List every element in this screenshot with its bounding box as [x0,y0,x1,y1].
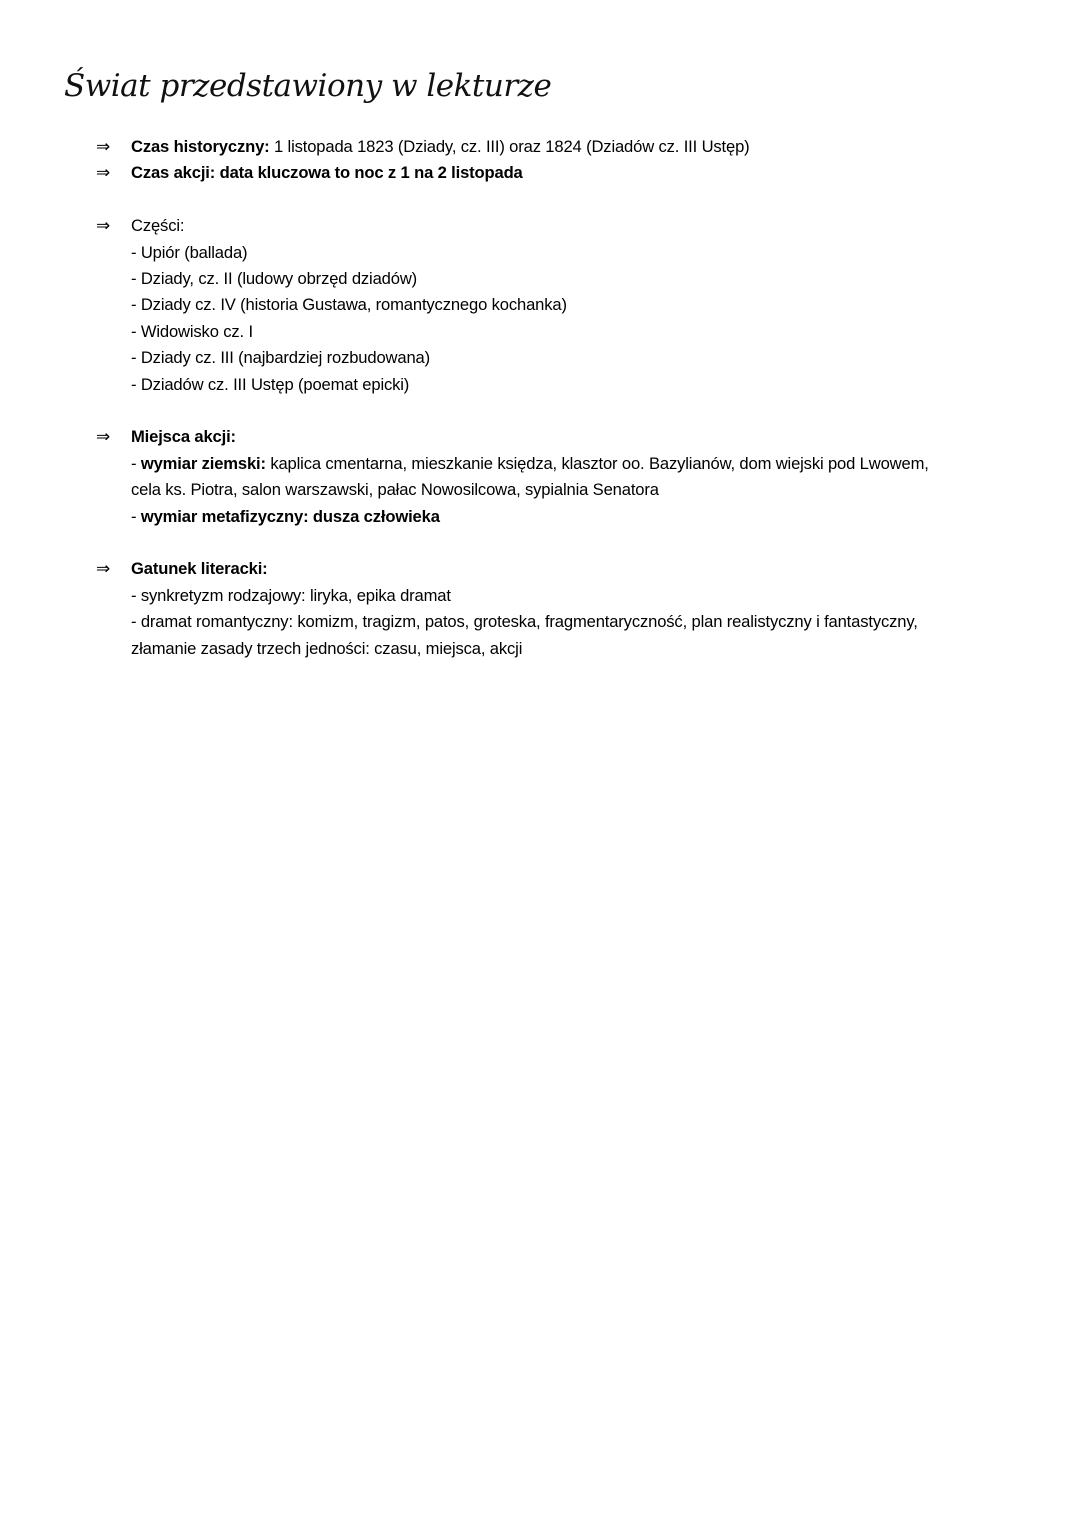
dash: - [131,506,141,526]
double-arrow-icon: ⇒ [96,559,111,580]
document-body [96,134,996,662]
list-item [131,451,941,504]
list-item: - Dziady cz. IV (historia Gustawa, romantycznego kochanka) [131,295,567,315]
places-list [96,451,996,530]
earthly-text: kaplica cmentarna, mieszkanie księdza, klasztor oo. Bazylianów, dom wiejski pod Lwowem, cela ks. Piotra, salon warszawski, pałac Nowosilcowa, sypialnia Senatora [131,453,929,500]
list-item: - Upiór (ballada) [131,242,248,262]
historical-time-label: Czas historyczny: [131,137,270,156]
double-arrow-icon: ⇒ [96,137,111,157]
places-label: Miejsca akcji: [131,427,236,447]
historical-time-text: 1 listopada 1823 (Dziady, cz. III) oraz 1824 (Dziadów cz. III Ustęp) [269,137,750,156]
dash: - [131,453,141,473]
list-item: - Dziady, cz. II (ludowy obrzęd dziadów) [131,269,418,289]
earthly-label: wymiar ziemski: [140,453,266,473]
historical-time-item [96,134,996,160]
list-item [131,504,996,530]
metaphysical-label: wymiar metafizyczny: dusza człowieka [140,506,440,526]
list-item: - dramat romantyczny: komizm, tragizm, patos, groteska, fragmentaryczność, plan realistyczny i fantastyczny, złamanie zasady trzech jedności: czasu, miejsca, akcji [131,612,918,658]
parts-label: Części: [131,216,185,236]
parts-list [96,240,996,398]
action-time-item [96,160,996,186]
list-item: - Widowisko cz. I [131,321,253,341]
double-arrow-icon: ⇒ [96,427,111,448]
parts-item [96,213,996,239]
list-item: - Dziadów cz. III Ustęp (poemat epicki) [131,374,410,394]
list-item: - synkretyzm rodzajowy: liryka, epika dramat [131,585,451,605]
action-time-label: Czas akcji: data kluczowa to noc z 1 na 2 listopada [131,163,523,183]
page-title: Świat przedstawiony w lekturze [64,68,552,104]
places-item [96,424,996,450]
genre-label: Gatunek literacki: [131,559,268,579]
double-arrow-icon: ⇒ [96,163,111,184]
double-arrow-icon: ⇒ [96,216,111,237]
genre-item [96,556,996,582]
list-item: - Dziady cz. III (najbardziej rozbudowana) [131,348,430,368]
genre-list [96,583,996,662]
